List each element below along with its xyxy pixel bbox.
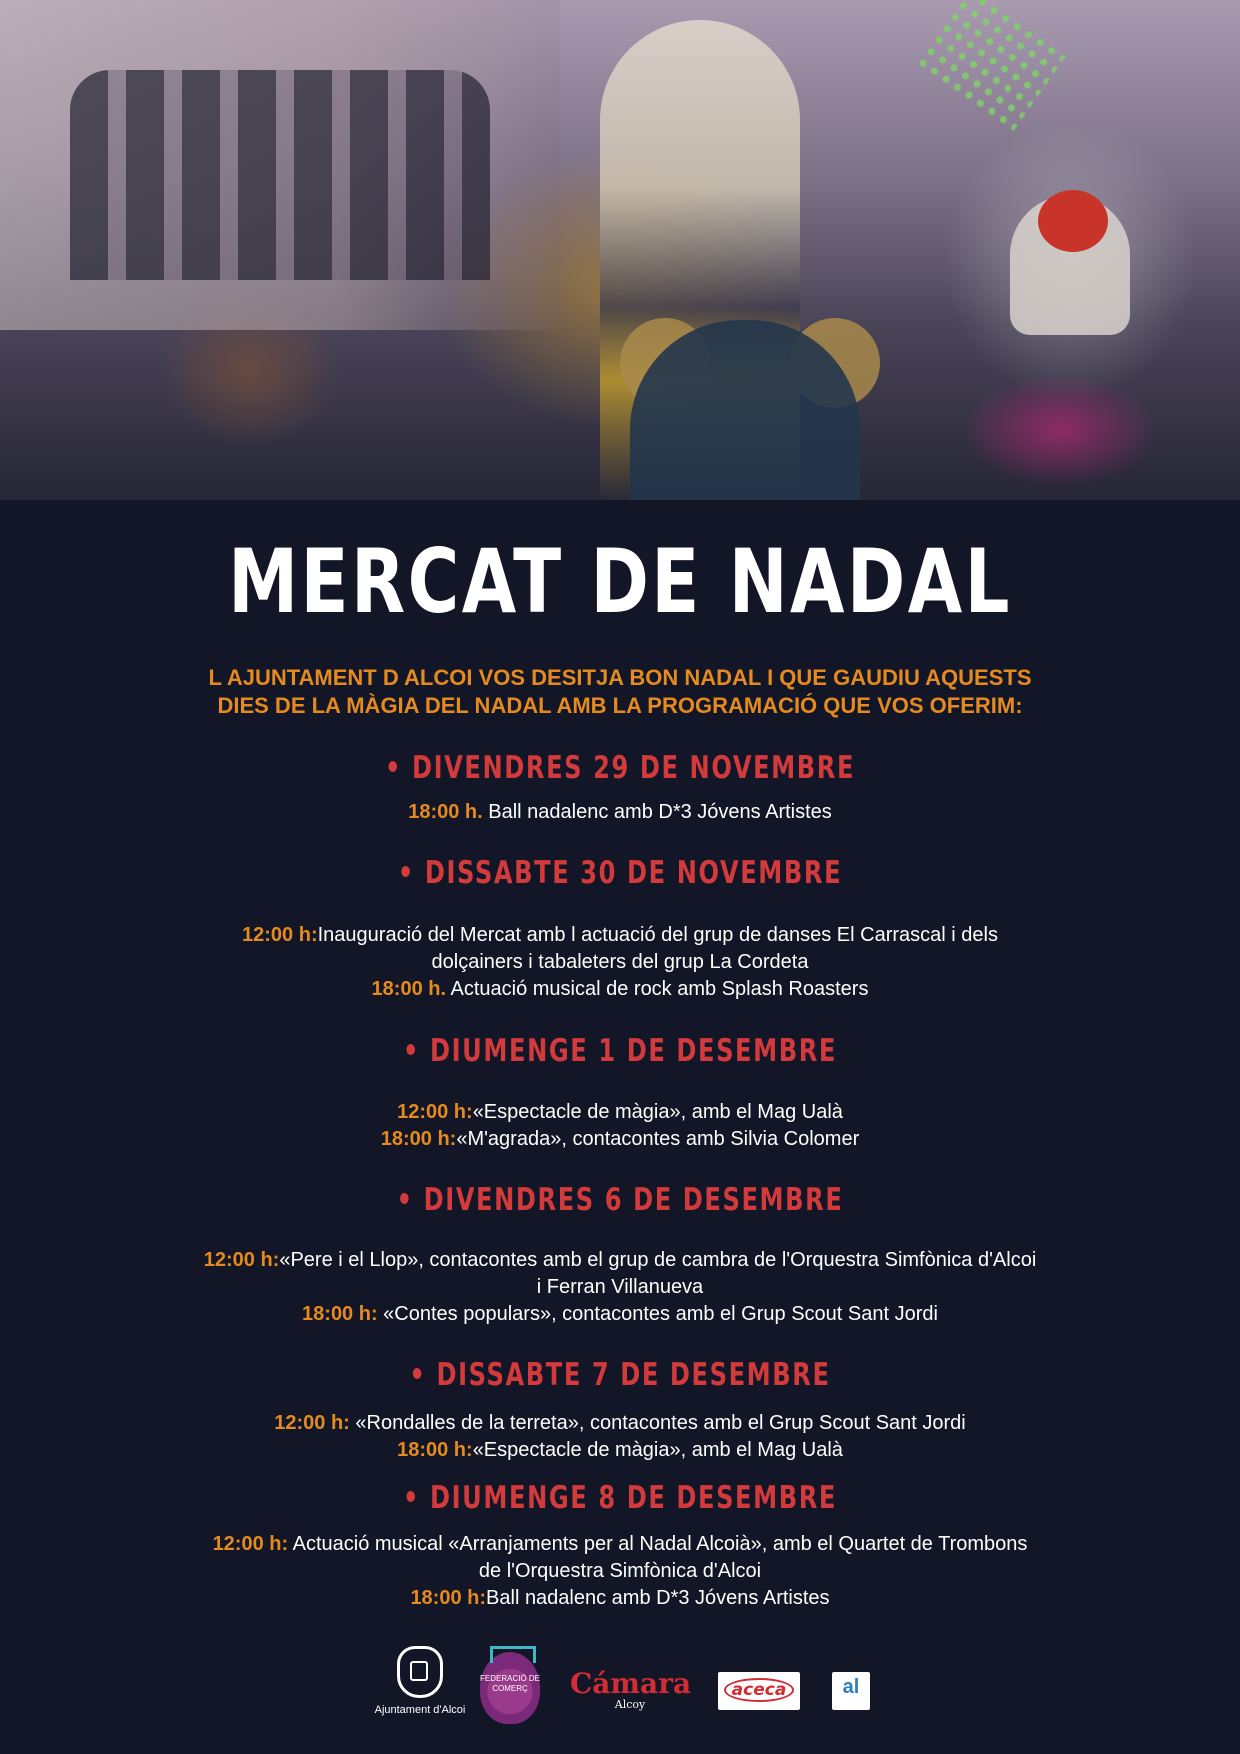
intro-text (100, 664, 1140, 720)
red-pompom (1038, 190, 1108, 252)
event-line (0, 976, 1240, 1003)
day-heading (136, 1357, 1103, 1393)
event-time: 18:00 h. (408, 801, 483, 823)
event-text: Actuació musical de rock amb Splash Roasters (450, 978, 869, 1000)
event-time: 18:00 h: (380, 1128, 457, 1150)
day-heading (136, 1182, 1103, 1218)
event-continuation: i Ferran Villanueva (536, 1276, 704, 1298)
street-lights (912, 0, 1068, 135)
bullet-icon: • (402, 1033, 421, 1069)
event-line (0, 1247, 1240, 1274)
event-time: 12:00 h: (274, 1412, 350, 1434)
intro-line: DIES DE LA MÀGIA DEL NADAL AMB LA PROGRAMACIÓ QUE VOS OFERIM: (217, 693, 1023, 718)
bullet-icon: • (397, 855, 415, 891)
event-time: 12:00 h: (212, 1533, 289, 1555)
day-heading (136, 1033, 1103, 1069)
event-text: «Contes populars», contacontes amb el Grup Scout Sant Jordi (377, 1303, 938, 1325)
hero-photo (0, 0, 1240, 500)
event-time: 12:00 h: (203, 1249, 280, 1271)
day-heading (136, 750, 1103, 786)
event-continuation: de l'Orquestra Simfònica d'Alcoi (478, 1560, 762, 1582)
event-time: 18:00 h: (397, 1439, 473, 1461)
bullet-icon: • (402, 1480, 421, 1516)
event-time: 12:00 h: (397, 1101, 473, 1123)
event-text: Ball nadalenc amb D*3 Jóvens Artistes (486, 1587, 830, 1609)
day-heading (136, 855, 1103, 891)
event-text: «Rondalles de la terreta», contacontes amb el Grup Scout Sant Jordi (349, 1412, 966, 1434)
page-title: MERCAT DE NADAL (228, 530, 1012, 633)
day-heading (136, 1480, 1103, 1516)
event-line (0, 1437, 1240, 1464)
day-label: DISSABTE 7 DE DESEMBRE (436, 1357, 831, 1393)
event-line (0, 1585, 1240, 1612)
event-time: 12:00 h: (242, 924, 318, 946)
ajuntament-logo (360, 1646, 480, 1716)
balcony-crowd (70, 70, 490, 280)
event-line (0, 1126, 1240, 1153)
camara-name: Cámara (570, 1667, 692, 1700)
event-time: 18:00 h: (302, 1303, 378, 1325)
event-text: Inauguració del Mercat amb l actuació del grup de danses El Carrascal i dels (317, 924, 998, 946)
bullet-icon: • (396, 1182, 414, 1218)
event-time: 18:00 h: (410, 1587, 487, 1609)
ajuntament-caption: Ajuntament d'Alcoi (374, 1704, 466, 1716)
event-text: «Espectacle de màgia», amb el Mag Ualà (472, 1439, 843, 1461)
camara-logo (570, 1667, 692, 1712)
event-text: Actuació musical «Arranjaments per al Nadal Alcoià», amb el Quartet de Trombons (288, 1533, 1028, 1555)
intro-line: L AJUNTAMENT D ALCOI VOS DESITJA BON NADAL I QUE GAUDIU AQUESTS (208, 665, 1032, 690)
event-text: Ball nadalenc amb D*3 Jóvens Artistes (488, 801, 832, 823)
event-time: 18:00 h. (371, 978, 447, 1000)
event-text: «Espectacle de màgia», amb el Mag Ualà (472, 1101, 843, 1123)
event-line (0, 1410, 1240, 1437)
aceca-text: aceca (731, 1680, 787, 1700)
event-text: «Pere i el Llop», contacontes amb el grup de cambra de l'Orquestra Simfònica d'Alcoi (279, 1249, 1037, 1271)
event-line (0, 922, 1240, 949)
bullet-icon: • (409, 1357, 427, 1393)
event-continuation: dolçainers i tabaleters del grup La Cordeta (431, 951, 809, 973)
al-logo (832, 1672, 870, 1710)
camara-sub: Alcoy (614, 1698, 646, 1711)
day-label: DIVENDRES 29 DE NOVEMBRE (411, 750, 856, 786)
day-label: DIVENDRES 6 DE DESEMBRE (423, 1182, 844, 1218)
day-label: DISSABTE 30 DE NOVEMBRE (424, 855, 843, 891)
bullet-icon: • (384, 750, 402, 786)
day-label: DIUMENGE 8 DE DESEMBRE (429, 1480, 838, 1516)
event-text: «M'agrada», contacontes amb Silvia Colomer (456, 1128, 860, 1150)
day-label: DIUMENGE 1 DE DESEMBRE (429, 1033, 838, 1069)
coat-of-arms-icon (397, 1646, 443, 1698)
event-line (0, 1099, 1240, 1126)
al-text: al (842, 1676, 860, 1698)
federacio-comerc-logo: FEDERACIÓ DE COMERÇ (480, 1652, 540, 1724)
aceca-logo (718, 1672, 800, 1710)
event-line (0, 1301, 1240, 1328)
event-line (0, 1531, 1240, 1558)
event-line (0, 799, 1240, 826)
